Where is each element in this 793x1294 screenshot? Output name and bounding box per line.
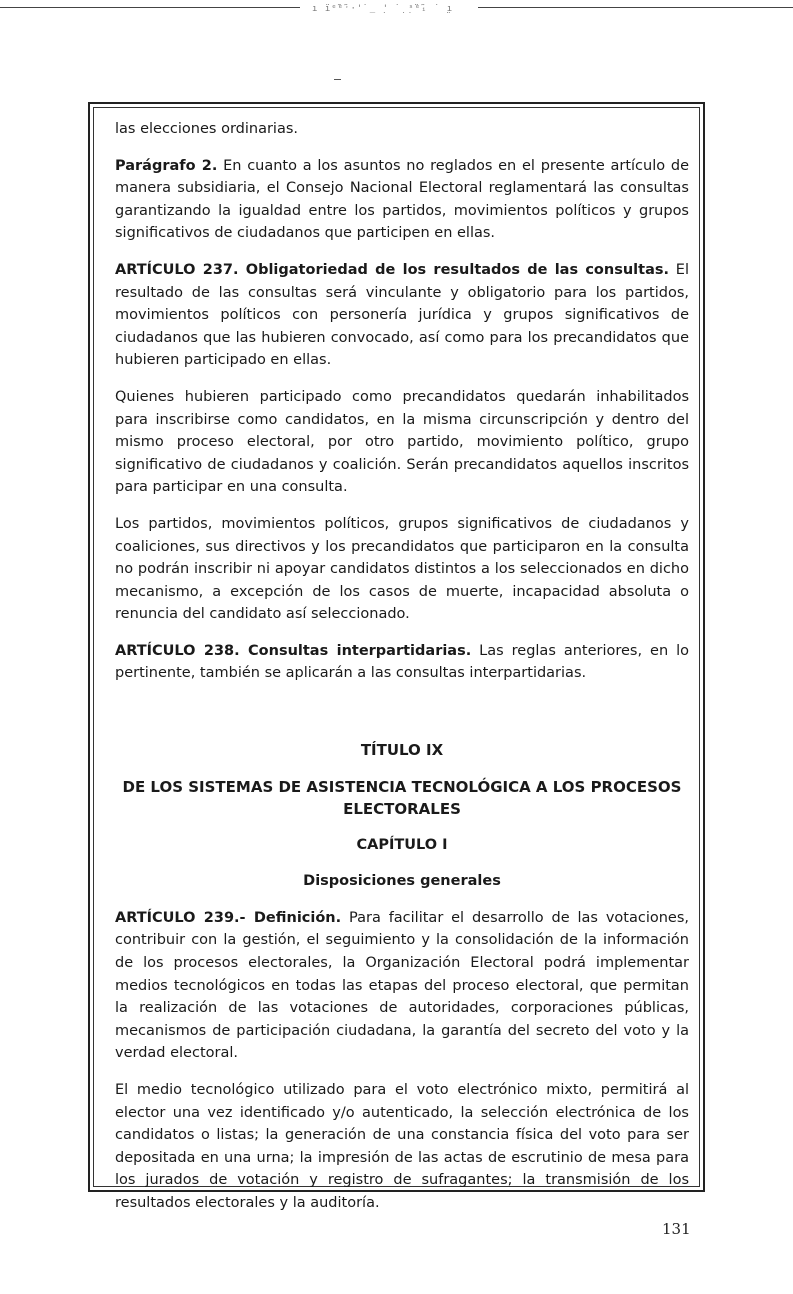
paragraph-partidos: Los partidos, movimientos políticos, grupos significativos de ciudadanos y coaliciones, sus directivos y los precandidatos que participaron en la consulta no podrán inscribir ni apoyar candidatos distintos a los seleccionados en dicho mecanismo, a excepción de los casos de muerte, incapacidad absoluta o renuncia del candidato así seleccionado.	[115, 515, 689, 623]
paragraph-paragrafo-2	[115, 155, 689, 245]
scan-tick-mark	[334, 79, 341, 80]
chapter-heading: CAPÍTULO I	[356, 836, 448, 853]
chapter-name: Disposiciones generales	[303, 873, 501, 890]
article-239	[115, 907, 689, 1065]
title-name: DE LOS SISTEMAS DE ASISTENCIA TECNOLÓGICA A LOS PROCESOS ELECTORALES	[122, 777, 682, 818]
title-heading: TÍTULO IX	[360, 741, 444, 760]
top-rule-left	[0, 7, 300, 8]
paragraph-precandidatos: Quienes hubieren participado como precandidatos quedarán inhabilitados para inscribirse como candidatos, en la misma circunscripción y dentro del mismo proceso electoral, por otro partido, movimiento político, grupo significativo de ciudadanos y coalición. Serán precandidatos aquellos inscritos para participar en una consulta.	[115, 388, 689, 496]
article-237-text: El resultado de las consultas será vinculante y obligatorio para los partidos, movimientos políticos con personería jurídica y grupos significativos de ciudadanos que las hubieren convocado, así como para los precandidatos que hubieren participado en ellas.	[115, 261, 689, 369]
paragrafo-label: Parágrafo 2.	[115, 157, 218, 174]
article-237-heading: ARTÍCULO 237. Obligatoriedad de los resultados de las consultas.	[115, 261, 669, 278]
article-238	[115, 640, 689, 685]
page-number: 131	[662, 1220, 691, 1238]
article-238-heading: ARTÍCULO 238. Consultas interpartidarias.	[115, 642, 472, 659]
article-237	[115, 259, 689, 372]
article-238-text: Las reglas anteriores, en lo pertinente, también se aplicarán a las consultas interpartidarias.	[115, 642, 689, 682]
top-rule-right	[478, 7, 793, 8]
article-239-heading: ARTÍCULO 239.- Definición.	[115, 909, 342, 926]
paragraph-voto-electronico: El medio tecnológico utilizado para el voto electrónico mixto, permitirá al elector una vez identificado y/o autenticado, la selección electrónica de los candidatos o listas; la generación de una constancia física del voto para ser depositada en una urna; la impresión de las actas de escrutinio de mesa para los jurados de votación y registro de sufragantes; la transmisión de los resultados electorales y la auditoría.	[115, 1082, 689, 1211]
scan-header-noise: ı ı̈ᵉ̃ᵉ̃ˑ·'̇ _ ̣' ̇ ̣ ̣ˢ̈ᵉ̃ᵢ ˙ ̤ı	[312, 4, 454, 14]
paragraph-continuation: las elecciones ordinarias.	[115, 121, 298, 137]
paragrafo-text: En cuanto a los asuntos no reglados en el presente artículo de manera subsidiaria, el Consejo Nacional Electoral reglamentará las consultas garantizando la igualdad entre los partidos, movimientos políticos y grupos significativos de ciudadanos que participen en ellas.	[115, 157, 689, 242]
document-body	[115, 118, 689, 1229]
article-239-text: Para facilitar el desarrollo de las votaciones, contribuir con la gestión, el seguimiento y la consolidación de la información de los procesos electorales, la Organización Electoral podrá implementar medios tecnológicos en todas las etapas del proceso electoral, que permitan la realización de las votaciones de autoridades, corporaciones públicas, mecanismos de participación ciudadana, la garantía del secreto del voto y la verdad electoral.	[115, 909, 689, 1062]
